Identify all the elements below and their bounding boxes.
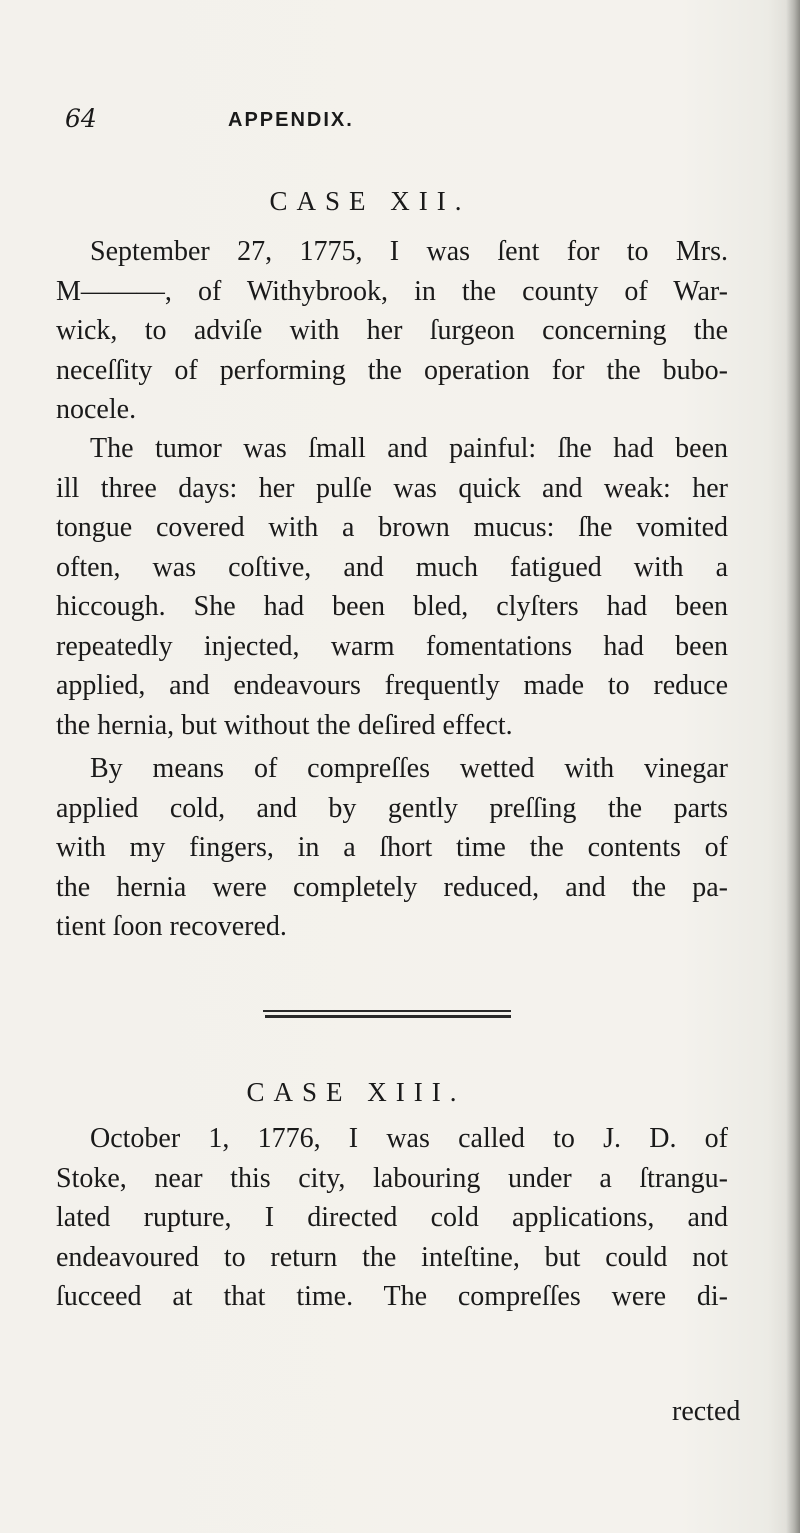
case-12-paragraph-2 xyxy=(56,429,728,745)
case-12-paragraph-1 xyxy=(56,232,728,430)
text-line: the hernia, but without the deſired effect. xyxy=(56,709,513,741)
divider-thick-line xyxy=(265,1015,511,1018)
text-line: endeavoured to return the inteſtine, but could not xyxy=(56,1241,728,1273)
text-line: lated rupture, I directed cold applications, and xyxy=(56,1202,728,1233)
text-line: applied, and endeavours frequently made to reduce xyxy=(56,670,728,701)
running-head xyxy=(0,104,800,144)
text-line: wick, to adviſe with her ſurgeon concerning the xyxy=(56,315,728,346)
text-line: with my fingers, in a ſhort time the contents of xyxy=(56,832,728,863)
text-line: often, was coſtive, and much fatigued with a xyxy=(56,551,728,583)
text-line: the hernia were completely reduced, and the pa- xyxy=(56,871,728,903)
case-12-paragraph-3 xyxy=(56,749,728,947)
catchword: rected xyxy=(672,1396,741,1427)
text-line: tient ſoon recovered. xyxy=(56,911,287,942)
text-line: repeatedly injected, warm fomentations had been xyxy=(56,630,728,662)
page-number: 64 xyxy=(65,104,97,133)
text-line: ill three days: her pulſe was quick and weak: her xyxy=(56,472,728,504)
case-13-paragraph-1 xyxy=(56,1119,728,1317)
text-line: October 1, 1776, I was called to J. D. of xyxy=(90,1123,728,1154)
running-head-title: APPENDIX. xyxy=(228,109,354,131)
divider-thin-line xyxy=(263,1010,511,1012)
text-line: September 27, 1775, I was ſent for to Mrs. xyxy=(90,236,728,267)
text-line: By means of compreſſes wetted with vinegar xyxy=(90,753,728,784)
text-line: The tumor was ſmall and painful: ſhe had been xyxy=(90,433,728,464)
page-edge-shadow xyxy=(786,0,800,1533)
text-line: M———, of Withybrook, in the county of War- xyxy=(56,275,728,307)
text-line: tongue covered with a brown mucus: ſhe vomited xyxy=(56,512,728,543)
case-13-heading: CASE XIII. xyxy=(246,1077,466,1107)
text-line: neceſſity of performing the operation for the bubo- xyxy=(56,354,728,386)
text-line: applied cold, and by gently preſſing the parts xyxy=(56,792,728,824)
text-line: Stoke, near this city, labouring under a ſtrangu- xyxy=(56,1162,728,1194)
text-line: hiccough. She had been bled, clyſters had been xyxy=(56,591,728,622)
text-line: ſucceed at that time. The compreſſes were di- xyxy=(56,1281,728,1312)
case-12-heading: CASE XII. xyxy=(269,186,471,216)
text-line: nocele. xyxy=(56,394,137,425)
